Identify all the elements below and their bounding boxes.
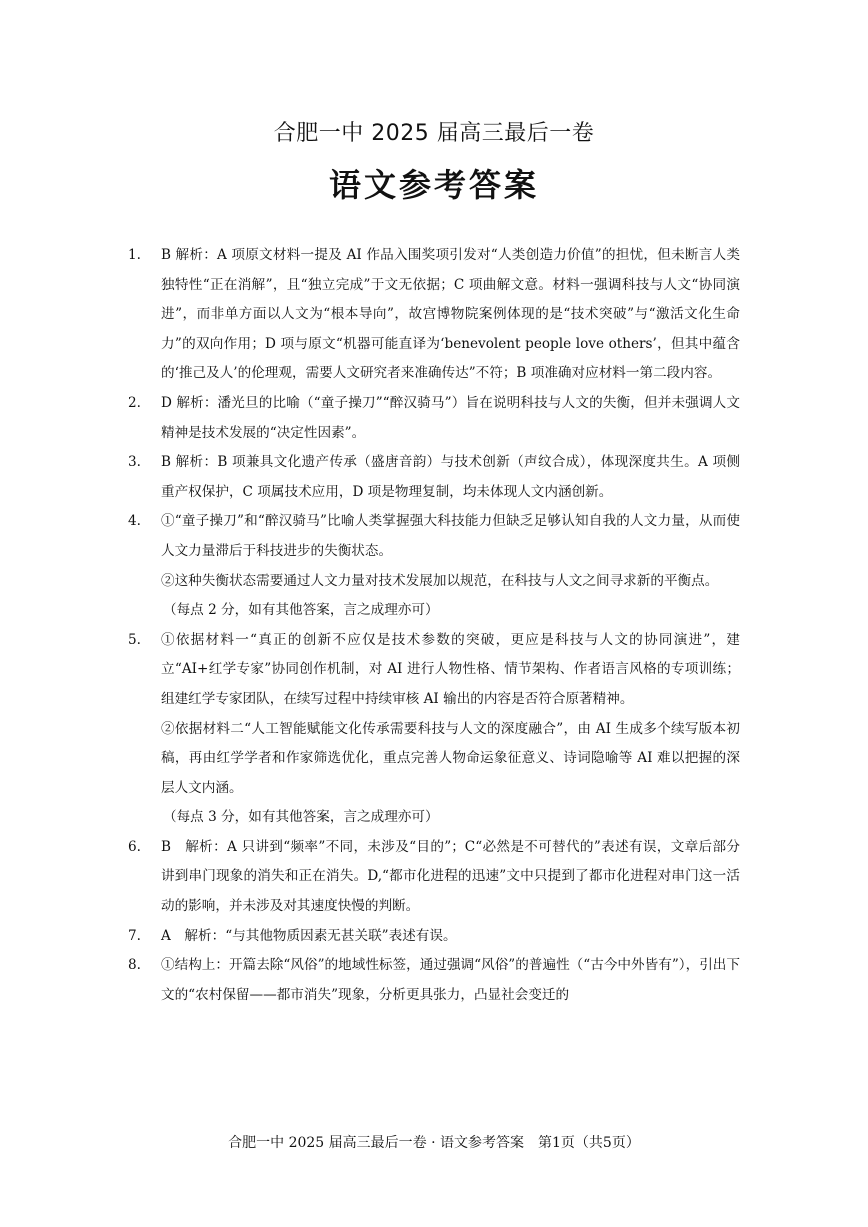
answer-text: D 解析：潘光旦的比喻（“童子操刀”“醉汉骑马”）旨在说明科技与人文的失衡，但并未强调人文精神是技术发展的“决定性因素”。 xyxy=(161,394,740,441)
item-number: 3. xyxy=(128,454,141,471)
item-number: 8. xyxy=(128,957,141,974)
answer-item xyxy=(128,951,740,1010)
answer-text: ②这种失衡状态需要通过人文力量对技术发展加以规范，在科技与人文之间寻求新的平衡点。 xyxy=(161,572,719,589)
answer-text: A 解析：“与其他物质因素无甚关联”表述有误。 xyxy=(161,927,457,944)
scoring-note: （每点 2 分，如有其他答案，言之成理亦可） xyxy=(163,602,439,619)
answer-item xyxy=(128,507,740,625)
exam-title: 合肥一中 2025 届高三最后一卷 xyxy=(273,121,595,146)
answer-text: B 解析：B 项兼具文化遗产传承（盛唐音韵）与技术创新（声纹合成），体现深度共生。A 项侧重产权保护，C 项属技术应用，D 项是物理复制，均未体现人文内涵创新。 xyxy=(161,454,740,500)
answer-text: ①“童子操刀”和“醉汉骑马”比喻人类掌握强大科技能力但缺乏足够认知自我的人文力量，从而使人文力量滞后于科技进步的失衡状态。 xyxy=(161,513,740,559)
answer-item xyxy=(128,833,740,922)
item-number: 7. xyxy=(128,927,141,944)
answer-text: ①结构上：开篇去除“风俗”的地域性标签，通过强调“风俗”的普遍性（“古今中外皆有”），引出下文的“农村保留——都市消失”现象，分析更具张力，凸显社会变迁的 xyxy=(161,957,740,1003)
item-number: 2. xyxy=(128,394,141,411)
page-footer: 合肥一中 2025 届高三最后一卷 · 语文参考答案 第1页（共5页） xyxy=(228,1135,640,1151)
item-number: 6. xyxy=(128,838,141,855)
item-number: 5. xyxy=(128,631,141,648)
document-title: 语文参考答案 xyxy=(328,166,539,204)
answer-text: B 解析：A 只讲到“频率”不同，未涉及“目的”；C“必然是不可替代的”表述有误，文章后部分讲到串门现象的消失和正在消失。D,“都市化进程的迅速”文中只提到了都市化进程对串门这一活动的影响，并未涉及对其速度快慢的判断。 xyxy=(161,838,740,915)
answer-text: ②依据材料二“人工智能赋能文化传承需要科技与人文的深度融合”，由 AI 生成多个续写版本初稿，再由红学学者和作家筛选优化，重点完善人物命运象征意义、诗词隐喻等 AI 难以把握的深层人文内涵。 xyxy=(161,720,740,796)
answer-text: ①依据材料一“真正的创新不应仅是技术参数的突破，更应是科技与人文的协同演进”，建立“AI+红学专家”协同创作机制，对 AI 进行人物性格、情节架构、作者语言风格的专项训练；组建红学专家团队，在续写过程中持续审核 AI 输出的内容是否符合原著精神。 xyxy=(161,631,740,707)
answer-item xyxy=(128,241,740,389)
answer-list xyxy=(128,241,740,1010)
answer-text: B 解析：A 项原文材料一提及 AI 作品入围奖项引发对“人类创造力价值”的担忧，但未断言人类独特性“正在消解”，且“独立完成”于文无依据；C 项曲解文意。材料一强调科技与人文“协同演进”，而非单方面以人文为“根本导向”，故宫博物院案例体现的是“技术突破”与“激活文化生命力”的双向作用；D 项与原文“机器可能直译为‘benevolent people love others’，但其中蕴含的‘推己及人’的伦理观，需要人文研究者来准确传达”不符；B 项准确对应材料一第二段内容。 xyxy=(161,247,740,382)
item-number: 4. xyxy=(128,513,141,530)
answer-item xyxy=(128,448,740,507)
answer-item xyxy=(128,626,740,833)
answer-item xyxy=(128,922,740,952)
scoring-note: （每点 3 分，如有其他答案，言之成理亦可） xyxy=(163,809,439,826)
item-number: 1. xyxy=(128,247,141,263)
answer-item xyxy=(128,389,740,448)
